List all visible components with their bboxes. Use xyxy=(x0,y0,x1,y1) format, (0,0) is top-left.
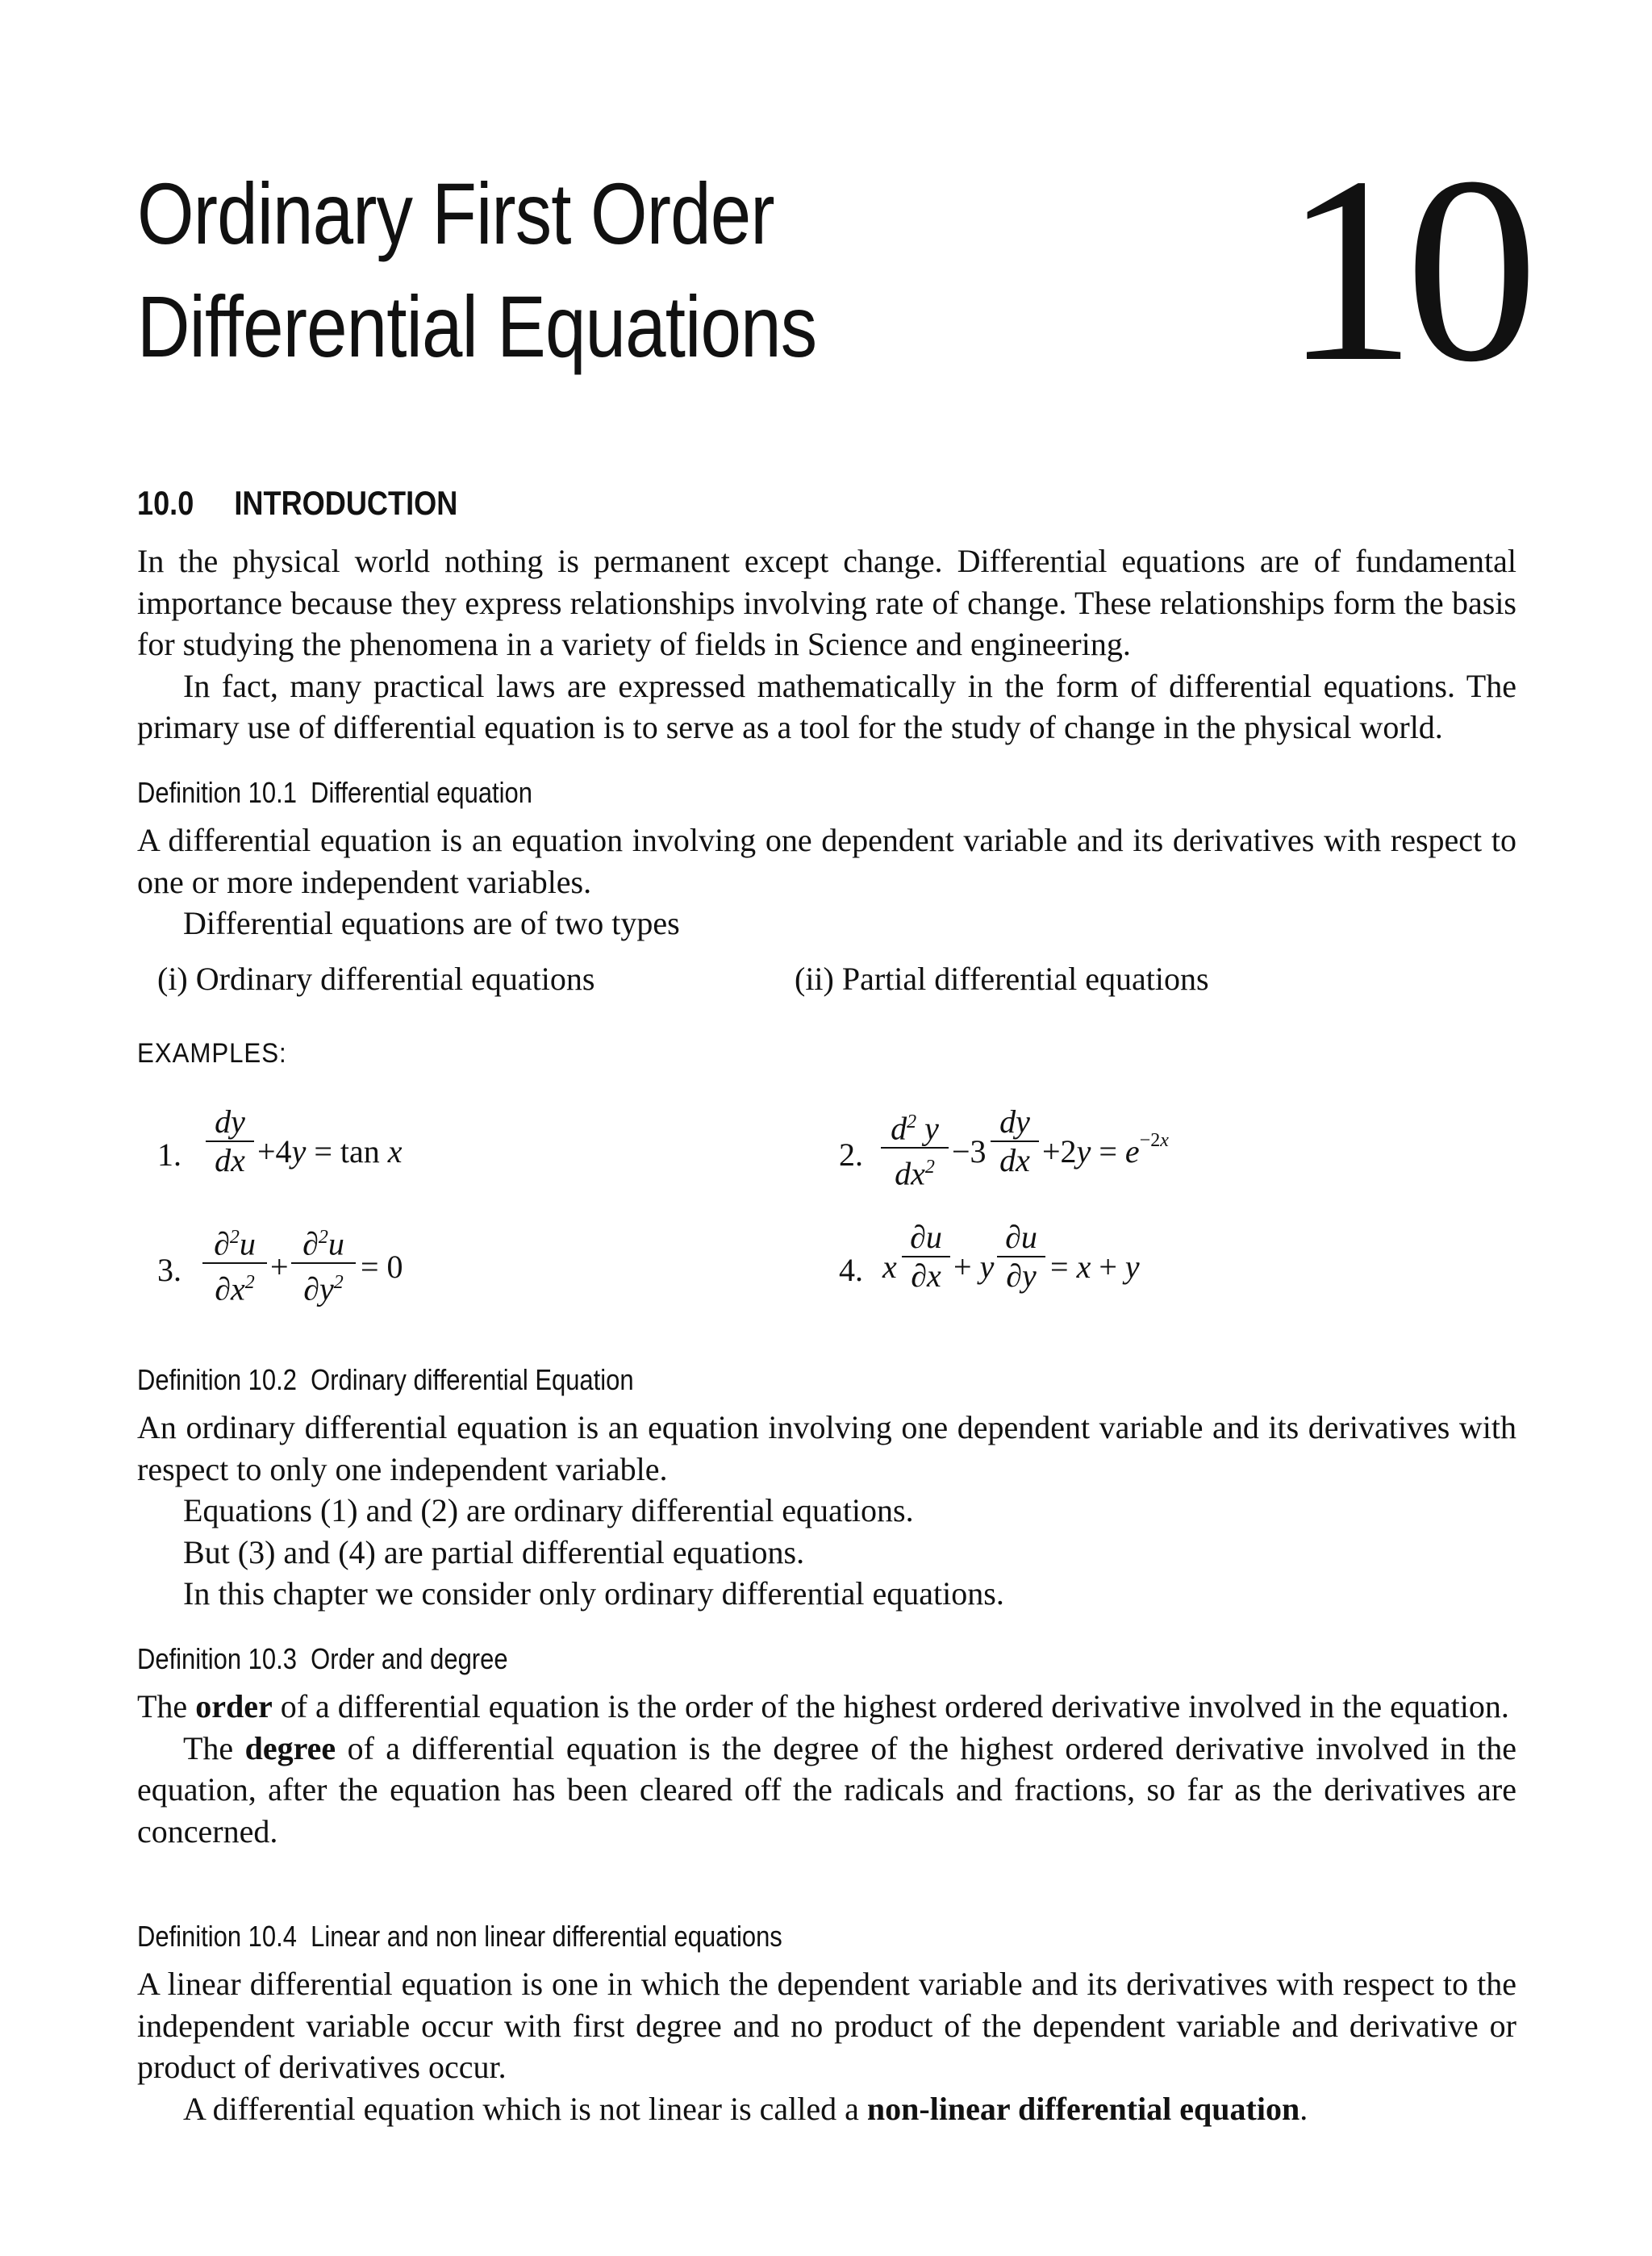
def4-paragraph-1: A linear differential equation is one in which the dependent variable and its derivatives with respect to the independent variable occur with first degree and no product of the dependent variable and derivative or product of derivatives occur. xyxy=(137,1966,1516,2085)
definition-10-2-text xyxy=(137,1407,1516,1615)
def2-paragraph-1: An ordinary differential equation is an equation involving one dependent variable and its derivatives with respect to only one independent variable. xyxy=(137,1409,1516,1487)
def3-paragraph-1: The order of a differential equation is the order of the highest ordered derivative involved in the equation. xyxy=(137,1688,1509,1724)
equation-number: 3. xyxy=(157,1252,181,1288)
fraction-du-dy: ∂u ∂y xyxy=(997,1219,1045,1295)
def1-paragraph-2: Differential equations are of two types xyxy=(183,905,680,941)
intro-paragraph-1: In the physical world nothing is permanent except change. Differential equations are of fundamental importance because they express relationships involving rate of change. These relationships form the basis for studying the phenomena in a variety of fields in Science and engineering. xyxy=(137,543,1516,662)
fraction-d2y-dx2: $d^2$ y $dx^2$ xyxy=(881,1103,949,1193)
definition-title: Linear and non linear differential equations xyxy=(311,1920,782,1953)
fraction-dy-dx: dy dx xyxy=(991,1103,1039,1179)
fraction-d2u-dy2: ∂$^2$u $\partial y^2$ xyxy=(291,1219,356,1308)
definition-label: Definition 10.1 xyxy=(137,776,297,809)
def2-paragraph-4: In this chapter we consider only ordinary differential equations. xyxy=(183,1575,1004,1612)
definition-heading-10-4 xyxy=(137,1920,782,1954)
definition-heading-10-1 xyxy=(137,776,532,810)
term-order: order xyxy=(195,1688,273,1724)
def4-paragraph-2: A differential equation which is not linear is called a non-linear differential equation. xyxy=(183,2090,1308,2127)
definition-label: Definition 10.2 xyxy=(137,1363,297,1396)
definition-heading-10-3 xyxy=(137,1642,508,1676)
examples-label: EXAMPLES: xyxy=(137,1038,287,1069)
definition-10-4-text xyxy=(137,1963,1516,2129)
textbook-page: Ordinary First Order Differential Equations 10 10.0 INTRODUCTION In the physical world nothing is permanent except change. Differential equations are of fundamental importance because they express relationships involving rate of change. These relationships form the basis for studying the phenomena in a variety of fields in Science and engineering. In fact, many practical laws are expressed mathematically in the form of differential equations. The primary use of differential equation is to serve as a tool for the study of change in the physical world. Definition 10.1 Differential equation A differential equation is an equation involving one dependent variable and its derivatives with respect to one or more independent variables. Differential equations are of two types (i) Ordinary differential equations (ii) Partial differential equations EXAMPLES: 1. dy dx +4y = tan x 2. $d^2$ y $dx^2$ −3 dy dx $+2y = e^{-2x}$ 3. ∂$^2$u $\partial x^2$ + ∂$^2$u $\partial y^2$ = 0 4. x ∂u ∂x + y ∂u ∂y = x + y Definition 10.2 Ordinary differential Equation An ordinary differential equation is an equation involving one dependent variable and its derivatives with respect to only one independent variable. Equations (1) and (2) are ordinary differential equations. But (3) and (4) are partial differential equations. In this chapter we consider only ordinary differential equations. Definition 10.3 Order and degree The order of a differential equation is the order of the highest ordered derivative involved in the equation. The degree of a differential equation is the degree of the highest ordered derivative involved in the equation, after the equation has been cleared off the radicals and fractions, so far as the derivatives are concerned. Definition 10.4 Linear and non linear differential equations A linear differential equation is one in which the dependent variable and its derivatives with respect to the independent variable occur with first degree and no product of the dependent variable and derivative or product of derivatives occur. A differential equation which is not linear is called a non-linear differential equation. xyxy=(0,0,1652,2256)
type-partial: (ii) Partial differential equations xyxy=(795,961,1209,997)
equation-number: 2. xyxy=(839,1136,863,1173)
definition-title: Ordinary differential Equation xyxy=(311,1363,634,1396)
intro-text xyxy=(137,540,1516,749)
fraction-dy-dx: dy dx xyxy=(206,1103,254,1179)
chapter-title-line2: Differential Equations xyxy=(137,277,817,375)
definition-label: Definition 10.3 xyxy=(137,1642,297,1675)
type-ordinary: (i) Ordinary differential equations xyxy=(157,961,595,997)
chapter-title xyxy=(137,157,1018,383)
definition-title: Order and degree xyxy=(311,1642,508,1675)
term-non-linear: non-linear differential equation xyxy=(866,2090,1300,2127)
chapter-number: 10 xyxy=(1283,123,1527,417)
intro-paragraph-2: In fact, many practical laws are expressed mathematically in the form of differential equations. The primary use of differential equation is to serve as a tool for the study of change in the physical world. xyxy=(137,667,1516,745)
chapter-title-line1: Ordinary First Order xyxy=(137,165,774,262)
fraction-du-dx: ∂u ∂x xyxy=(902,1219,950,1295)
definition-title: Differential equation xyxy=(311,776,532,809)
equation-number: 1. xyxy=(157,1136,181,1173)
def2-paragraph-3: But (3) and (4) are partial differential equations. xyxy=(183,1533,805,1570)
definition-10-1-text xyxy=(137,819,1516,945)
def2-paragraph-2: Equations (1) and (2) are ordinary differential equations. xyxy=(183,1492,914,1528)
fraction-d2u-dx2: ∂$^2$u $\partial x^2$ xyxy=(202,1219,267,1308)
section-title: INTRODUCTION xyxy=(234,484,458,522)
def3-paragraph-2: The degree of a differential equation is the degree of the highest ordered derivative involved in the equation, after the equation has been cleared off the radicals and fractions, so far as the derivatives are concerned. xyxy=(137,1729,1517,1849)
equation-number: 4. xyxy=(839,1252,863,1288)
definition-10-3-text xyxy=(137,1686,1516,1852)
def1-paragraph-1: A differential equation is an equation involving one dependent variable and its derivatives with respect to one or more independent variables. xyxy=(137,822,1516,900)
term-degree: degree xyxy=(244,1729,336,1766)
section-heading xyxy=(137,484,457,523)
definition-label: Definition 10.4 xyxy=(137,1920,297,1953)
section-number: 10.0 xyxy=(137,484,194,522)
definition-heading-10-2 xyxy=(137,1363,634,1397)
